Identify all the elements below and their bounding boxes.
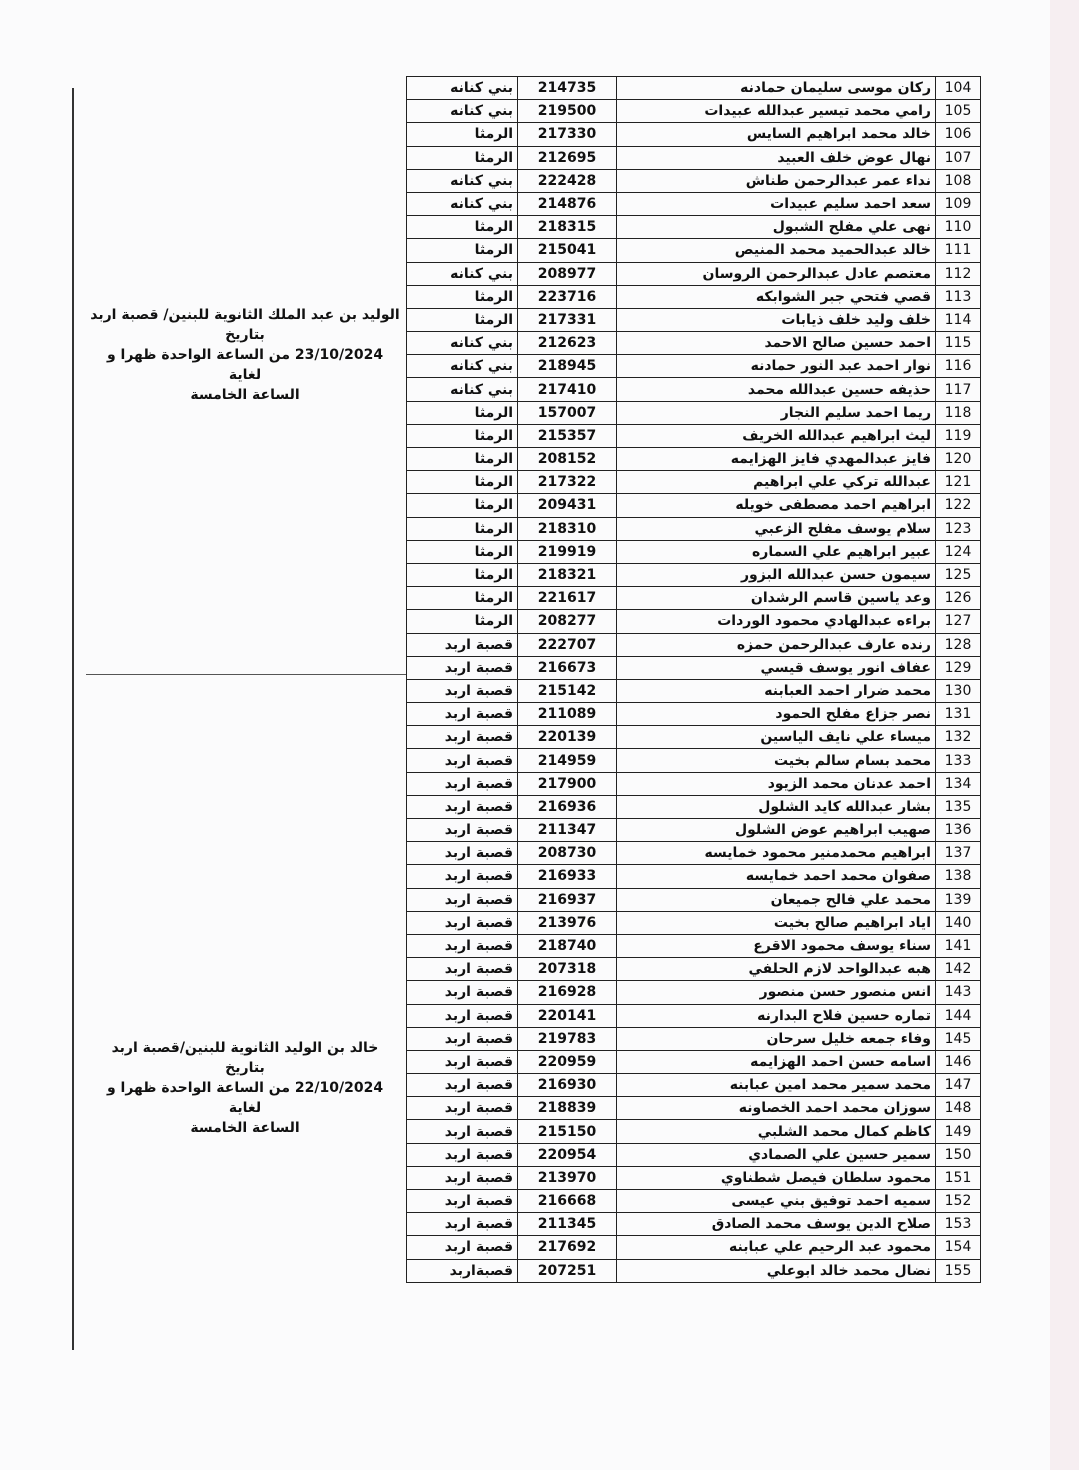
row-number: 128 bbox=[936, 633, 981, 656]
area-name: قصبة اربد bbox=[407, 795, 518, 818]
area-name: الرمثا bbox=[407, 494, 518, 517]
area-name: بني كنانه bbox=[407, 169, 518, 192]
person-name: سمير حسين علي الصمادي bbox=[617, 1143, 936, 1166]
id-number: 218310 bbox=[518, 517, 617, 540]
row-number: 149 bbox=[936, 1120, 981, 1143]
id-number: 208730 bbox=[518, 842, 617, 865]
id-number: 217900 bbox=[518, 772, 617, 795]
area-name: بني كنانه bbox=[407, 262, 518, 285]
row-number: 122 bbox=[936, 494, 981, 517]
table-row bbox=[407, 448, 981, 471]
person-name: انس منصور حسن منصور bbox=[617, 981, 936, 1004]
id-number: 211347 bbox=[518, 819, 617, 842]
area-name: قصبةاربد bbox=[407, 1259, 518, 1282]
row-number: 109 bbox=[936, 192, 981, 215]
row-number: 144 bbox=[936, 1004, 981, 1027]
area-name: قصبة اربد bbox=[407, 934, 518, 957]
area-name: قصبة اربد bbox=[407, 749, 518, 772]
person-name: اياد ابراهيم صالح بخيت bbox=[617, 911, 936, 934]
row-number: 120 bbox=[936, 448, 981, 471]
table-row bbox=[407, 587, 981, 610]
row-number: 134 bbox=[936, 772, 981, 795]
id-number: 217322 bbox=[518, 471, 617, 494]
row-number: 114 bbox=[936, 308, 981, 331]
id-number: 215150 bbox=[518, 1120, 617, 1143]
table-row bbox=[407, 563, 981, 586]
table-row bbox=[407, 100, 981, 123]
table-row bbox=[407, 401, 981, 424]
row-number: 119 bbox=[936, 424, 981, 447]
person-name: اسامه حسن احمد الهزايمه bbox=[617, 1050, 936, 1073]
person-name: عبير ابراهيم علي السماره bbox=[617, 540, 936, 563]
person-name: رنده عارف عبدالرحمن حمزه bbox=[617, 633, 936, 656]
row-number: 116 bbox=[936, 355, 981, 378]
row-number: 146 bbox=[936, 1050, 981, 1073]
area-name: قصبة اربد bbox=[407, 656, 518, 679]
row-number: 138 bbox=[936, 865, 981, 888]
table-row bbox=[407, 1027, 981, 1050]
table-row bbox=[407, 633, 981, 656]
person-name: نوار احمد عبد النور حمادنه bbox=[617, 355, 936, 378]
table-row bbox=[407, 679, 981, 702]
id-number: 222707 bbox=[518, 633, 617, 656]
page-edge bbox=[1050, 0, 1079, 1470]
area-name: بني كنانه bbox=[407, 192, 518, 215]
row-number: 106 bbox=[936, 123, 981, 146]
row-number: 115 bbox=[936, 332, 981, 355]
id-number: 219500 bbox=[518, 100, 617, 123]
id-number: 214876 bbox=[518, 192, 617, 215]
row-number: 105 bbox=[936, 100, 981, 123]
row-number: 152 bbox=[936, 1190, 981, 1213]
id-number: 221617 bbox=[518, 587, 617, 610]
area-name: قصبة اربد bbox=[407, 1074, 518, 1097]
person-name: براءه عبدالهادي محمود الوردات bbox=[617, 610, 936, 633]
person-name: محمد ضرار احمد العبابنه bbox=[617, 679, 936, 702]
person-name: هبه عبدالواحد لازم الحلفي bbox=[617, 958, 936, 981]
row-number: 139 bbox=[936, 888, 981, 911]
person-name: محمود سلطان فيصل شطناوي bbox=[617, 1166, 936, 1189]
id-number: 212695 bbox=[518, 146, 617, 169]
table-row bbox=[407, 1074, 981, 1097]
id-number: 213970 bbox=[518, 1166, 617, 1189]
person-name: صلاح الدين يوسف محمد الصادق bbox=[617, 1213, 936, 1236]
table-row bbox=[407, 192, 981, 215]
area-name: قصبة اربد bbox=[407, 1027, 518, 1050]
table-row bbox=[407, 703, 981, 726]
id-number: 208277 bbox=[518, 610, 617, 633]
area-name: قصبة اربد bbox=[407, 842, 518, 865]
person-name: حذيفه حسين عبدالله محمد bbox=[617, 378, 936, 401]
id-number: 217330 bbox=[518, 123, 617, 146]
person-name: سميه احمد توفيق بني عيسى bbox=[617, 1190, 936, 1213]
id-number: 207251 bbox=[518, 1259, 617, 1282]
person-name: ابراهيم احمد مصطفى خويله bbox=[617, 494, 936, 517]
id-number: 216933 bbox=[518, 865, 617, 888]
table-row bbox=[407, 772, 981, 795]
session-separator bbox=[86, 674, 406, 675]
id-number: 157007 bbox=[518, 401, 617, 424]
table-row bbox=[407, 1143, 981, 1166]
person-name: نضال محمد خالد ابوعلي bbox=[617, 1259, 936, 1282]
person-name: سوزان محمد احمد الخصاونه bbox=[617, 1097, 936, 1120]
table-row bbox=[407, 424, 981, 447]
id-number: 216928 bbox=[518, 981, 617, 1004]
person-name: سلام يوسف مفلح الزعبي bbox=[617, 517, 936, 540]
table-row bbox=[407, 958, 981, 981]
id-number: 208977 bbox=[518, 262, 617, 285]
area-name: قصبة اربد bbox=[407, 1166, 518, 1189]
table-row bbox=[407, 1097, 981, 1120]
table-row bbox=[407, 517, 981, 540]
id-number: 220141 bbox=[518, 1004, 617, 1027]
row-number: 145 bbox=[936, 1027, 981, 1050]
row-number: 107 bbox=[936, 146, 981, 169]
table-row bbox=[407, 146, 981, 169]
area-name: الرمثا bbox=[407, 239, 518, 262]
person-name: نصر جزاع مفلح الحمود bbox=[617, 703, 936, 726]
area-name: الرمثا bbox=[407, 471, 518, 494]
table-row bbox=[407, 285, 981, 308]
area-name: الرمثا bbox=[407, 285, 518, 308]
person-name: نهى علي مفلح الشبول bbox=[617, 216, 936, 239]
row-number: 150 bbox=[936, 1143, 981, 1166]
area-name: بني كنانه bbox=[407, 332, 518, 355]
area-name: بني كنانه bbox=[407, 100, 518, 123]
area-name: قصبة اربد bbox=[407, 633, 518, 656]
id-number: 217410 bbox=[518, 378, 617, 401]
area-name: قصبة اربد bbox=[407, 1190, 518, 1213]
person-name: احمد عدنان محمد الزيود bbox=[617, 772, 936, 795]
person-name: احمد حسين صالح الاحمد bbox=[617, 332, 936, 355]
area-name: الرمثا bbox=[407, 540, 518, 563]
row-number: 131 bbox=[936, 703, 981, 726]
id-number: 216668 bbox=[518, 1190, 617, 1213]
row-number: 135 bbox=[936, 795, 981, 818]
person-name: وفاء جمعه خليل سرحان bbox=[617, 1027, 936, 1050]
id-number: 207318 bbox=[518, 958, 617, 981]
table-row bbox=[407, 471, 981, 494]
id-number: 216673 bbox=[518, 656, 617, 679]
id-number: 216930 bbox=[518, 1074, 617, 1097]
id-number: 216937 bbox=[518, 888, 617, 911]
id-number: 218315 bbox=[518, 216, 617, 239]
id-number: 218839 bbox=[518, 1097, 617, 1120]
row-number: 136 bbox=[936, 819, 981, 842]
session-note-line: الساعة الخامسة bbox=[190, 387, 300, 403]
id-number: 217331 bbox=[518, 308, 617, 331]
table-row bbox=[407, 749, 981, 772]
person-name: محمد سمير محمد امين عبابنه bbox=[617, 1074, 936, 1097]
row-number: 141 bbox=[936, 934, 981, 957]
area-name: الرمثا bbox=[407, 308, 518, 331]
person-name: معتصم عادل عبدالرحمن الروسان bbox=[617, 262, 936, 285]
row-number: 124 bbox=[936, 540, 981, 563]
area-name: قصبة اربد bbox=[407, 819, 518, 842]
person-name: عفاف انور يوسف قيسي bbox=[617, 656, 936, 679]
row-number: 121 bbox=[936, 471, 981, 494]
id-number: 220139 bbox=[518, 726, 617, 749]
table-row bbox=[407, 494, 981, 517]
row-number: 132 bbox=[936, 726, 981, 749]
area-name: الرمثا bbox=[407, 216, 518, 239]
id-number: 211345 bbox=[518, 1213, 617, 1236]
person-name: خالد عبدالحميد محمد المنيص bbox=[617, 239, 936, 262]
area-name: قصبة اربد bbox=[407, 865, 518, 888]
row-number: 154 bbox=[936, 1236, 981, 1259]
row-number: 142 bbox=[936, 958, 981, 981]
table-row bbox=[407, 355, 981, 378]
area-name: بني كنانه bbox=[407, 355, 518, 378]
person-name: بشار عبدالله كايد الشلول bbox=[617, 795, 936, 818]
row-number: 155 bbox=[936, 1259, 981, 1282]
area-name: قصبة اربد bbox=[407, 981, 518, 1004]
table-row bbox=[407, 308, 981, 331]
table-row bbox=[407, 819, 981, 842]
names-table bbox=[406, 76, 981, 1283]
person-name: فايز عبدالمهدي فايز الهزايمه bbox=[617, 448, 936, 471]
row-number: 117 bbox=[936, 378, 981, 401]
area-name: قصبة اربد bbox=[407, 1213, 518, 1236]
area-name: بني كنانه bbox=[407, 378, 518, 401]
person-name: نهال عوض خلف العبيد bbox=[617, 146, 936, 169]
table-row bbox=[407, 888, 981, 911]
id-number: 208152 bbox=[518, 448, 617, 471]
session-note-line: 22/10/2024 من الساعة الواحدة ظهرا و لغاية bbox=[106, 1080, 384, 1116]
row-number: 111 bbox=[936, 239, 981, 262]
person-name: ميساء علي نايف الياسين bbox=[617, 726, 936, 749]
id-number: 209431 bbox=[518, 494, 617, 517]
row-number: 148 bbox=[936, 1097, 981, 1120]
session-note-line: خالد بن الوليد الثانوية للبنين/قصبة اربد بتاريخ bbox=[111, 1040, 379, 1076]
id-number: 215041 bbox=[518, 239, 617, 262]
area-name: قصبة اربد bbox=[407, 1236, 518, 1259]
area-name: الرمثا bbox=[407, 146, 518, 169]
row-number: 127 bbox=[936, 610, 981, 633]
table-row bbox=[407, 1004, 981, 1027]
area-name: قصبة اربد bbox=[407, 958, 518, 981]
person-name: صهيب ابراهيم عوض الشلول bbox=[617, 819, 936, 842]
row-number: 123 bbox=[936, 517, 981, 540]
table-row bbox=[407, 262, 981, 285]
table-row bbox=[407, 216, 981, 239]
area-name: قصبة اربد bbox=[407, 1097, 518, 1120]
table-row bbox=[407, 911, 981, 934]
row-number: 112 bbox=[936, 262, 981, 285]
person-name: سعد احمد سليم عبيدات bbox=[617, 192, 936, 215]
table-row bbox=[407, 934, 981, 957]
row-number: 151 bbox=[936, 1166, 981, 1189]
table-row bbox=[407, 610, 981, 633]
id-number: 219783 bbox=[518, 1027, 617, 1050]
person-name: ليث ابراهيم عبدالله الخريف bbox=[617, 424, 936, 447]
person-name: قصي فتحي جبر الشوابكه bbox=[617, 285, 936, 308]
person-name: محمد علي فالح جميعان bbox=[617, 888, 936, 911]
table-row bbox=[407, 1213, 981, 1236]
row-number: 118 bbox=[936, 401, 981, 424]
session-note-line: الساعة الخامسة bbox=[190, 1120, 300, 1136]
area-name: الرمثا bbox=[407, 587, 518, 610]
row-number: 110 bbox=[936, 216, 981, 239]
person-name: ركان موسى سليمان حمادنه bbox=[617, 77, 936, 100]
row-number: 125 bbox=[936, 563, 981, 586]
table-row bbox=[407, 1190, 981, 1213]
id-number: 217692 bbox=[518, 1236, 617, 1259]
id-number: 220954 bbox=[518, 1143, 617, 1166]
row-number: 104 bbox=[936, 77, 981, 100]
area-name: قصبة اربد bbox=[407, 911, 518, 934]
id-number: 212623 bbox=[518, 332, 617, 355]
session-note-line: 23/10/2024 من الساعة الواحدة ظهرا و لغاية bbox=[106, 347, 384, 383]
session-note-line: الوليد بن عبد الملك الثانوية للبنين/ قصبة اربد بتاريخ bbox=[90, 307, 400, 343]
table-row bbox=[407, 332, 981, 355]
area-name: قصبة اربد bbox=[407, 888, 518, 911]
id-number: 216936 bbox=[518, 795, 617, 818]
person-name: خلف وليد خلف ذيابات bbox=[617, 308, 936, 331]
person-name: ريما احمد سليم النجار bbox=[617, 401, 936, 424]
row-number: 113 bbox=[936, 285, 981, 308]
row-number: 129 bbox=[936, 656, 981, 679]
row-number: 147 bbox=[936, 1074, 981, 1097]
id-number: 214735 bbox=[518, 77, 617, 100]
row-number: 126 bbox=[936, 587, 981, 610]
area-name: قصبة اربد bbox=[407, 1050, 518, 1073]
table-row bbox=[407, 77, 981, 100]
table-row bbox=[407, 1166, 981, 1189]
id-number: 218740 bbox=[518, 934, 617, 957]
session-note bbox=[90, 1038, 400, 1138]
area-name: الرمثا bbox=[407, 401, 518, 424]
person-name: سيمون حسن عبدالله البزور bbox=[617, 563, 936, 586]
table-row bbox=[407, 540, 981, 563]
table-row bbox=[407, 656, 981, 679]
id-number: 222428 bbox=[518, 169, 617, 192]
person-name: خالد محمد ابراهيم السايس bbox=[617, 123, 936, 146]
names-table-body bbox=[407, 77, 981, 1283]
id-number: 220959 bbox=[518, 1050, 617, 1073]
row-number: 140 bbox=[936, 911, 981, 934]
person-name: ابراهيم محمدمنير محمود خمايسه bbox=[617, 842, 936, 865]
id-number: 223716 bbox=[518, 285, 617, 308]
table-row bbox=[407, 981, 981, 1004]
area-name: قصبة اربد bbox=[407, 726, 518, 749]
id-number: 215357 bbox=[518, 424, 617, 447]
row-number: 133 bbox=[936, 749, 981, 772]
area-name: قصبة اربد bbox=[407, 703, 518, 726]
table-row bbox=[407, 865, 981, 888]
area-name: الرمثا bbox=[407, 517, 518, 540]
row-number: 143 bbox=[936, 981, 981, 1004]
area-name: قصبة اربد bbox=[407, 1120, 518, 1143]
id-number: 218945 bbox=[518, 355, 617, 378]
table-row bbox=[407, 1236, 981, 1259]
table-row bbox=[407, 842, 981, 865]
row-number: 130 bbox=[936, 679, 981, 702]
table-row bbox=[407, 1259, 981, 1282]
id-number: 213976 bbox=[518, 911, 617, 934]
id-number: 214959 bbox=[518, 749, 617, 772]
table-row bbox=[407, 795, 981, 818]
area-name: الرمثا bbox=[407, 563, 518, 586]
table-row bbox=[407, 1120, 981, 1143]
table-row bbox=[407, 726, 981, 749]
table-row bbox=[407, 123, 981, 146]
person-name: محمد بسام سالم بخيت bbox=[617, 749, 936, 772]
area-name: قصبة اربد bbox=[407, 679, 518, 702]
table-row bbox=[407, 1050, 981, 1073]
person-name: رامي محمد تيسير عبدالله عبيدات bbox=[617, 100, 936, 123]
area-name: الرمثا bbox=[407, 123, 518, 146]
row-number: 108 bbox=[936, 169, 981, 192]
session-note bbox=[90, 305, 400, 405]
id-number: 219919 bbox=[518, 540, 617, 563]
area-name: الرمثا bbox=[407, 610, 518, 633]
table-row bbox=[407, 378, 981, 401]
row-number: 137 bbox=[936, 842, 981, 865]
person-name: كاظم كمال محمد الشلبي bbox=[617, 1120, 936, 1143]
person-name: تماره حسين فلاح البدارنه bbox=[617, 1004, 936, 1027]
table-row bbox=[407, 239, 981, 262]
session-column-border bbox=[72, 88, 74, 1350]
person-name: محمود عبد الرحيم علي عبابنه bbox=[617, 1236, 936, 1259]
person-name: وعد ياسين قاسم الرشدان bbox=[617, 587, 936, 610]
area-name: الرمثا bbox=[407, 424, 518, 447]
area-name: قصبة اربد bbox=[407, 1004, 518, 1027]
id-number: 215142 bbox=[518, 679, 617, 702]
area-name: الرمثا bbox=[407, 448, 518, 471]
id-number: 218321 bbox=[518, 563, 617, 586]
person-name: نداء عمر عبدالرحمن طناش bbox=[617, 169, 936, 192]
area-name: قصبة اربد bbox=[407, 772, 518, 795]
person-name: عبدالله تركي علي ابراهيم bbox=[617, 471, 936, 494]
area-name: بني كنانه bbox=[407, 77, 518, 100]
person-name: سناء يوسف محمود الاقرع bbox=[617, 934, 936, 957]
table-row bbox=[407, 169, 981, 192]
area-name: قصبة اربد bbox=[407, 1143, 518, 1166]
id-number: 211089 bbox=[518, 703, 617, 726]
row-number: 153 bbox=[936, 1213, 981, 1236]
person-name: صفوان محمد احمد خمايسه bbox=[617, 865, 936, 888]
